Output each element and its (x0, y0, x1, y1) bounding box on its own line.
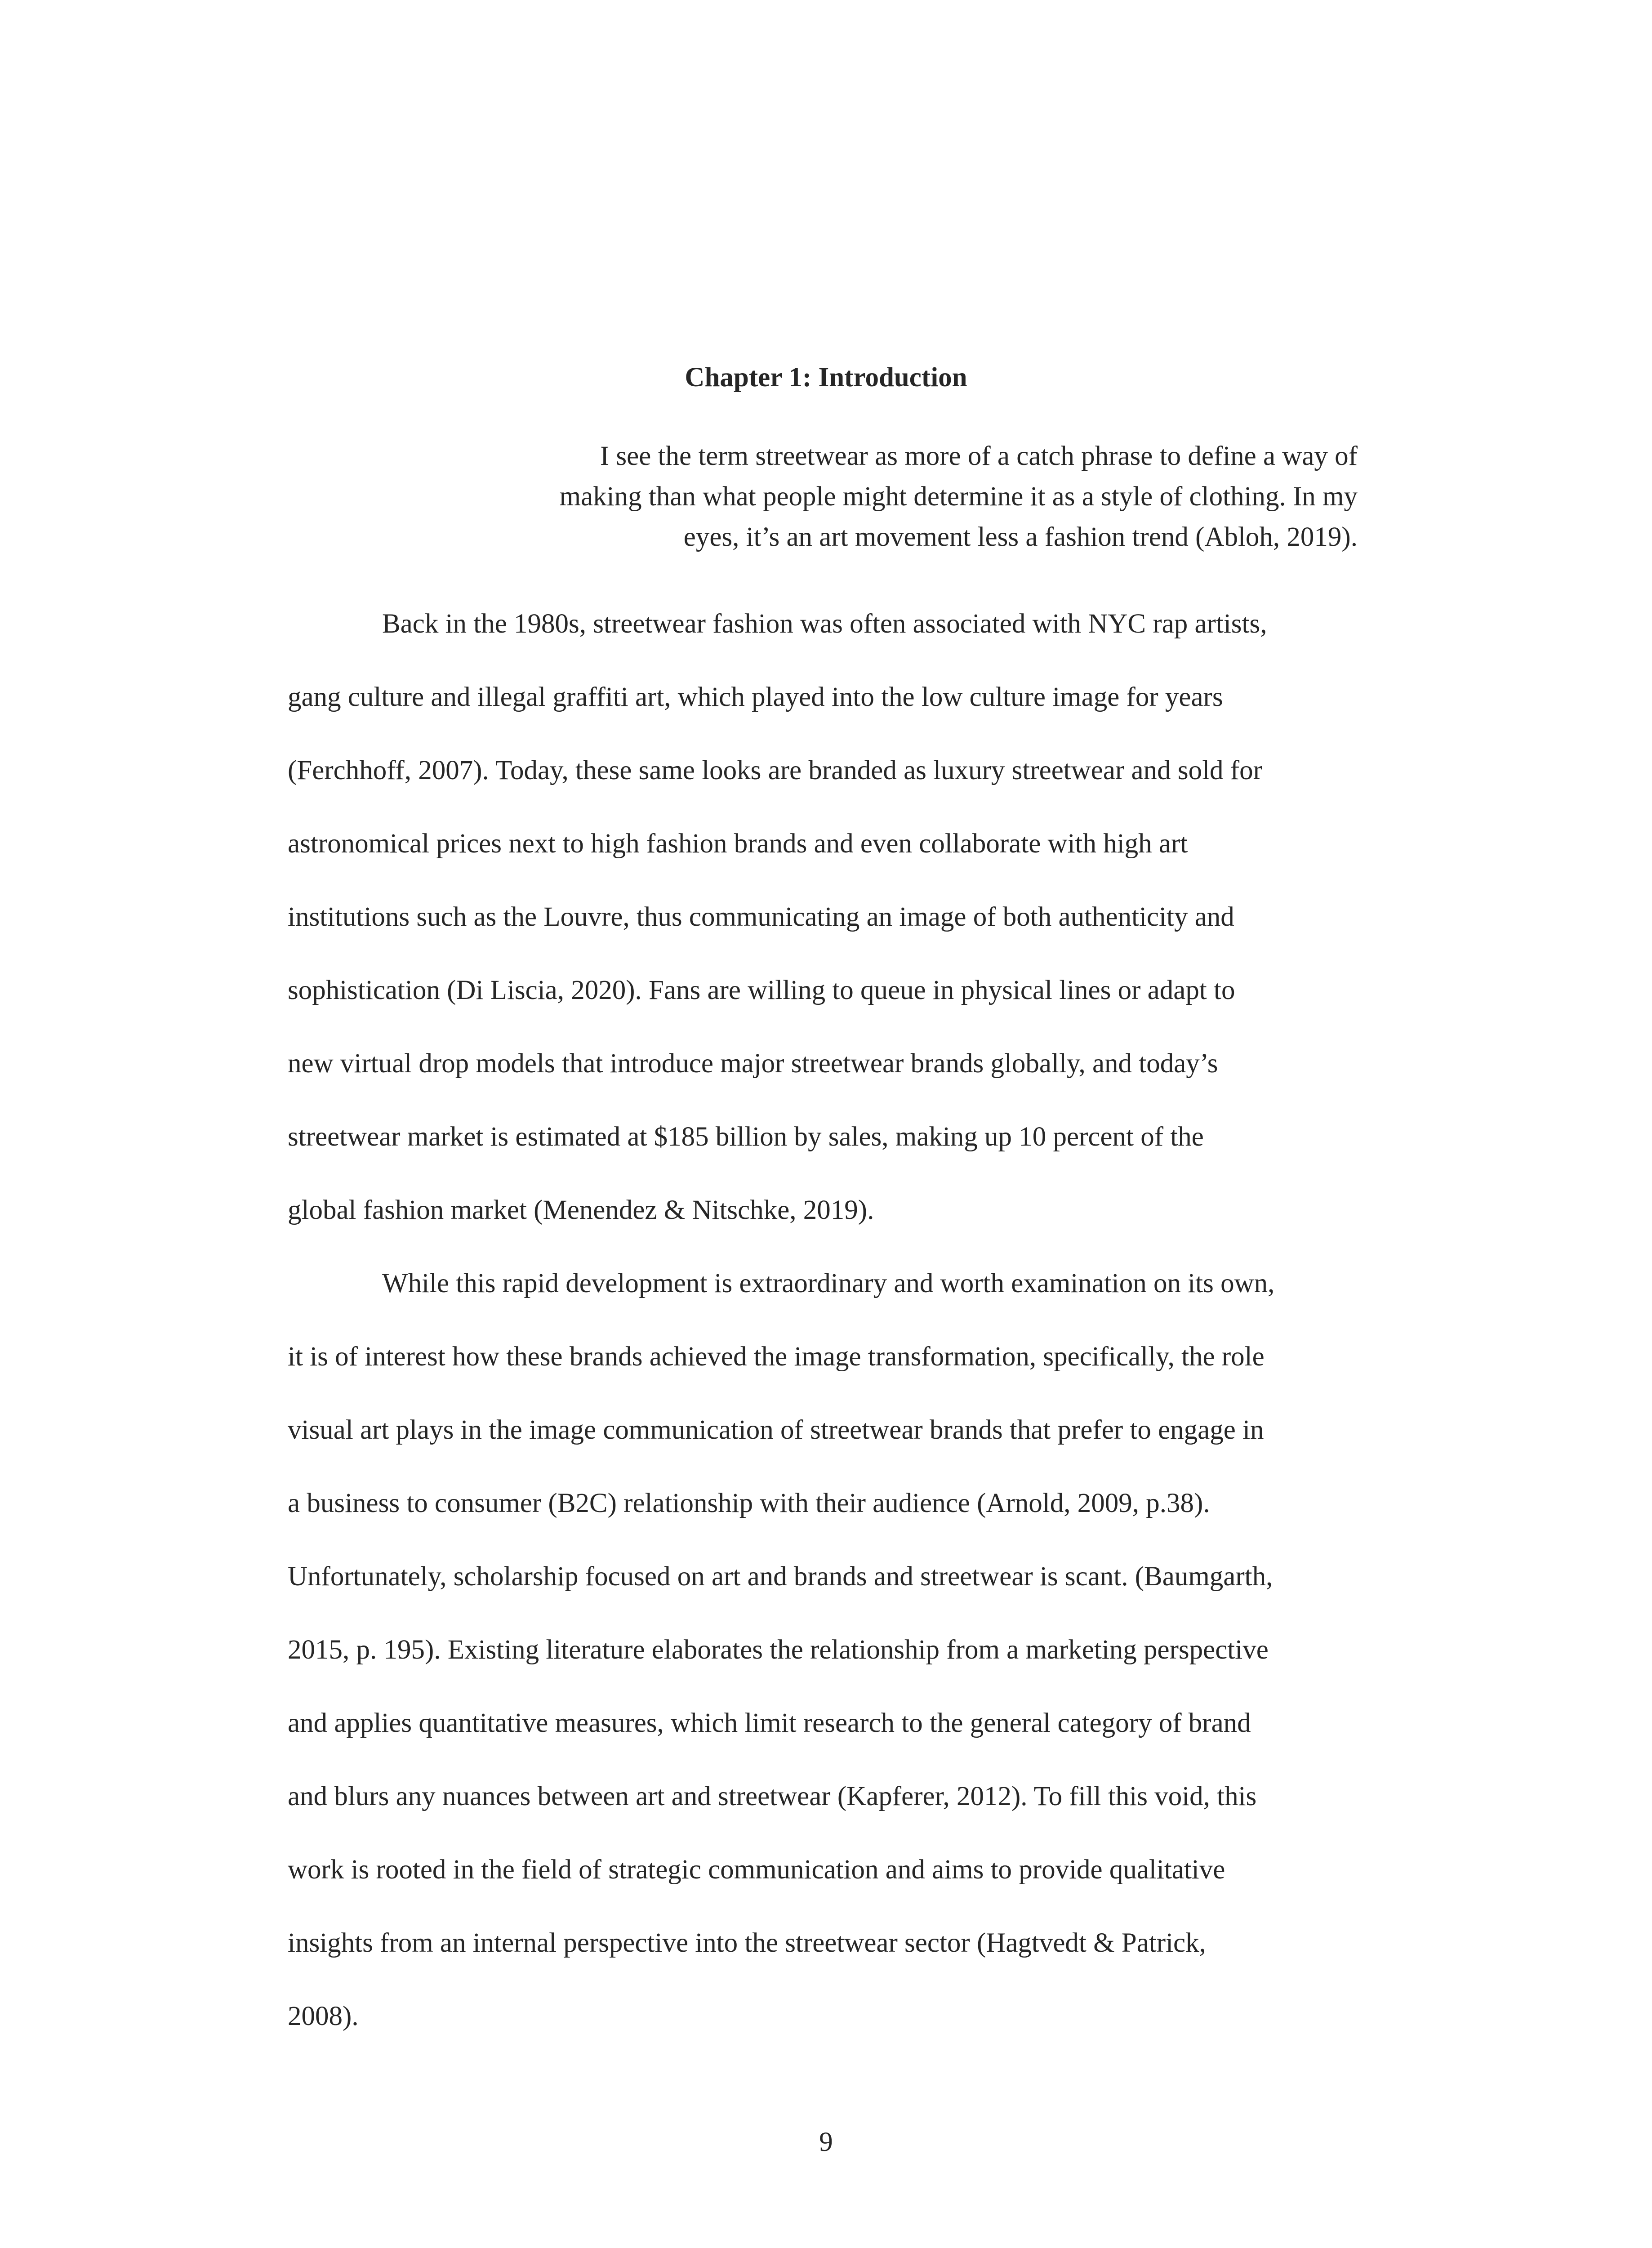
text-line: astronomical prices next to high fashion brands and even collaborate with high art (288, 829, 1188, 859)
epigraph-line: making than what people might determine it as a style of clothing. In my (559, 482, 1358, 512)
text-line: Unfortunately, scholarship focused on art and brands and streetwear is scant. (Baumgarth, (288, 1561, 1273, 1592)
paragraph (288, 587, 1432, 1247)
body-text (288, 587, 1432, 2053)
page-number: 9 (819, 2127, 833, 2157)
text-line: new virtual drop models that introduce major streetwear brands globally, and today’s (288, 1048, 1218, 1079)
text-line: (Ferchhoff, 2007). Today, these same looks are branded as luxury streetwear and sold for (288, 755, 1262, 785)
text-line: 2015, p. 195). Existing literature elaborates the relationship from a marketing perspective (288, 1635, 1269, 1665)
text-line: insights from an internal perspective into the streetwear sector (Hagtvedt & Patrick, (288, 1928, 1206, 1958)
text-line: Back in the 1980s, streetwear fashion was often associated with NYC rap artists, (382, 609, 1267, 639)
text-line: work is rooted in the field of strategic communication and aims to provide qualitative (288, 1855, 1225, 1885)
text-line: gang culture and illegal graffiti art, which played into the low culture image for years (288, 682, 1223, 712)
text-line: institutions such as the Louvre, thus communicating an image of both authenticity and (288, 902, 1234, 932)
text-line: a business to consumer (B2C) relationship with their audience (Arnold, 2009, p.38). (288, 1488, 1210, 1518)
text-line: 2008). (288, 2001, 359, 2031)
epigraph-quote (425, 436, 1358, 558)
epigraph-line: eyes, it’s an art movement less a fashion trend (Abloh, 2019). (683, 522, 1358, 552)
text-line: While this rapid development is extraordinary and worth examination on its own, (382, 1268, 1275, 1298)
text-line: sophistication (Di Liscia, 2020). Fans are willing to queue in physical lines or adapt to (288, 975, 1235, 1005)
epigraph-line: I see the term streetwear as more of a catch phrase to define a way of (600, 441, 1358, 471)
text-line: streetwear market is estimated at $185 billion by sales, making up 10 percent of the (288, 1122, 1204, 1152)
text-line: and blurs any nuances between art and streetwear (Kapferer, 2012). To fill this void, this (288, 1781, 1257, 1811)
text-line: visual art plays in the image communication of streetwear brands that prefer to engage in (288, 1415, 1264, 1445)
chapter-title: Chapter 1: Introduction (685, 362, 967, 393)
paragraph (288, 1247, 1432, 2053)
text-line: and applies quantitative measures, which limit research to the general category of brand (288, 1708, 1251, 1738)
text-line: global fashion market (Menendez & Nitschke, 2019). (288, 1195, 874, 1225)
text-line: it is of interest how these brands achieved the image transformation, specifically, the role (288, 1342, 1265, 1372)
